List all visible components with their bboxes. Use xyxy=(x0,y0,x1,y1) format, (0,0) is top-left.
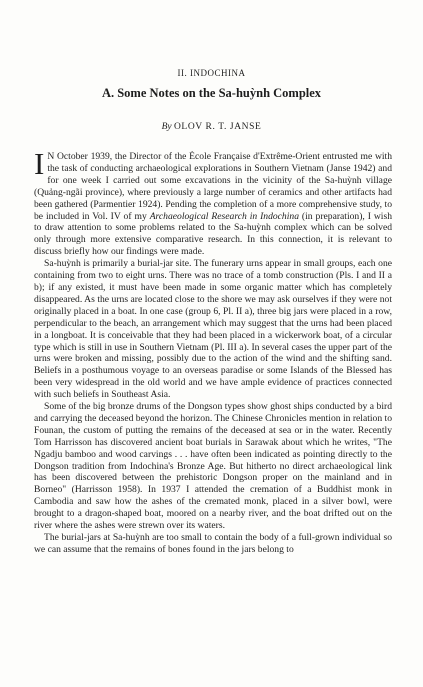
paragraph-1-text-b: (in preparation), I wish to draw attention to some problems related to the Sa-huỳnh complex which can be solved only through more extensive comparative research. In this connection, it is relevant to discuss briefly how our findings were made. xyxy=(34,210,392,258)
author-name: OLOV R. T. JANSE xyxy=(173,122,262,132)
paragraph-1-italic-title: Archaeological Research in Indochina xyxy=(149,210,299,222)
article-title: A. Some Notes on the Sa-huỳnh Complex xyxy=(101,86,322,100)
paragraph-1 xyxy=(34,151,392,258)
byline-prefix: By xyxy=(161,122,172,132)
paragraph-4: The burial-jars at Sa-huỳnh are too small to contain the body of a full-grown individual so we can assume that the remains of bones found in the jars belong to xyxy=(34,532,392,555)
section-label: II. INDOCHINA xyxy=(177,68,246,78)
paragraph-2: Sa-huỳnh is primarily a burial-jar site. The funerary urns appear in small groups, each one containing from two to eight urns. There was no trace of a tomb construction (Pls. I and II a b); if any existed, it must have been made in some organic matter which has completely disappeared. As the urns are located close to the shore we may ask ourselves if they were not originally placed in a boat. In one case (group 6, Pl. II a), three big jars were placed in a row, perpendicular to the beach, an arrangement which may suggest that the urns had been placed in a longboat. It is conceivable that they had been placed in a wickerwork boat, of a circular type which is still in use in Southern Vietnam (Pl. III a). In several cases the upper part of the urns were broken and missing, possibly due to the action of the wind and the shifting sand. Beliefs in a posthumous voyage to an overseas paradise or some Islands of the Blessed has been very widespread in the old world and we have ample evidence of practices connected with such beliefs in Southeast Asia. xyxy=(34,258,392,401)
article-body xyxy=(34,151,392,687)
paragraph-1-text-a: N October 1939, the Director of the École Française d'Extrême-Orient entrusted me with the task of conducting archaeological explorations in Southern Vietnam (Janse 1942) and for one week I carried out some excavations in the vicinity of the Sa-huỳnh village (Quảng-ngãi province), where previously a large number of ceramics and other artifacts had been gathered (Parmentier 1924). Pending the completion of a more comprehensive study, to be included in Vol. IV of my xyxy=(34,151,392,222)
drop-cap: I xyxy=(34,151,45,181)
paragraph-3: Some of the big bronze drums of the Dongson types show ghost ships conducted by a bird and carrying the deceased beyond the horizon. The Chinese Chronicles mention in relation to Founan, the custom of putting the remains of the deceased at sea or in the water. Recently Tom Harrisson has discovered ancient boat burials in Sarawak about which he writes, "The Ngadju bamboo and wood carvings . . . have often been indicated as pointing directly to the Dongson tradition from Indochina's Bronze Age. But hitherto no direct archaeological link has been discovered between the prehistoric Dongson proper on the mainland and in Borneo" (Harrisson 1958). In 1937 I attended the cremation of a Buddhist monk in Cambodia and saw how the ashes of the cremated monk, placed in a silver bowl, were brought to a dragon-shaped boat, moored on a nearby river, and the boat drifted out on the river where the ashes were strewn over its waters. xyxy=(34,401,392,532)
byline xyxy=(0,122,423,132)
